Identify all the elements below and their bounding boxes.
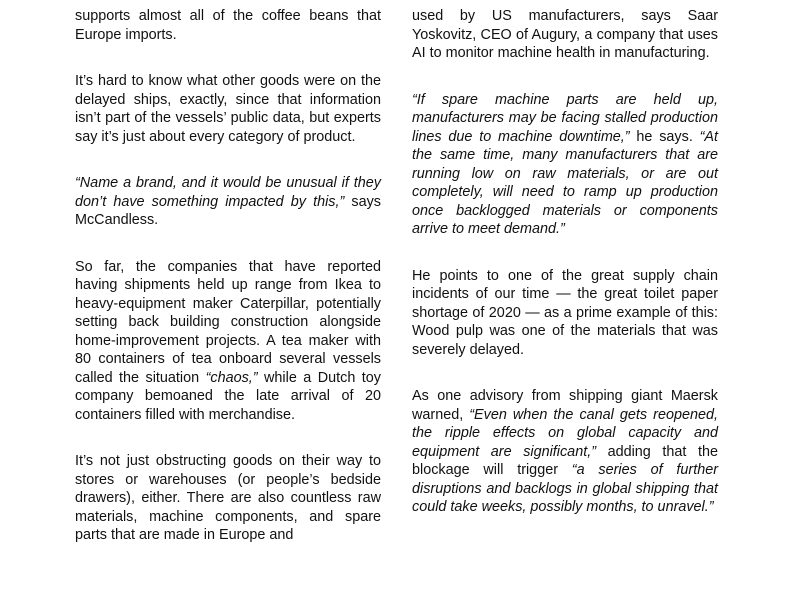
paragraph [75,452,381,545]
text-run: It’s hard to know what other goods were on the delayed ships, exactly, since that information isn’t part of the vessels’ public data, but experts say it’s just about every category of product. [75,73,381,145]
quote-text: “chaos,” [205,369,258,386]
text-run: adding that the blockage will trigger [412,443,719,478]
text-run: he says. [629,128,700,145]
text-run: used by US manufacturers, says Saar Yoskovitz, CEO of Augury, a company that uses AI to monitor machine health in manufacturing. [412,8,718,61]
left-column [75,7,381,573]
paragraph [412,91,718,239]
text-run: while a Dutch toy company bemoaned the late arrival of 20 containers filled with merchandise. [75,369,381,423]
paragraph [75,174,381,230]
text-run: So far, the companies that have reported having shipments held up range from Ikea to heavy-equipment maker Caterpillar, potentially setting back building construction alongside home-improvement projects. A tea maker with 80 containers of tea onboard several vessels called the situation [75,258,381,386]
text-run: He points to one of the great supply chain incidents of our time — the great toilet paper shortage of 2020 — as a prime example of this: Wood pulp was one of the materials that was severely delayed. [412,267,718,358]
paragraph [75,258,381,425]
paragraph [412,267,718,360]
quote-text: “a series of further disruptions and backlogs in global shipping that could take weeks, possibly months, to unravel.” [412,462,718,515]
paragraph [412,387,718,517]
text-run: It’s not just obstructing goods on their way to stores or warehouses (or people’s bedside drawers), either. There are also countless raw materials, machine components, and spare parts that are made in Europe and [75,453,381,543]
quote-text: “At the same time, many manufacturers that are running low on raw materials, or are out completely, will need to ramp up production once backlogged materials or components arrive to meet demand.” [412,128,719,237]
text-run: As one advisory from shipping giant Maersk warned, [412,388,718,423]
paragraph [412,7,718,63]
quote-text: “If spare machine parts are held up, manufacturers may be facing stalled production lines due to machine downtime,” [412,91,718,145]
text-run: supports almost all of the coffee beans that Europe imports. [75,8,381,43]
paragraph [75,72,381,146]
quote-text: “Name a brand, and it would be unusual if they don’t have something impacted by this,” [75,175,381,210]
text-run: says McCandless. [75,193,381,228]
paragraph [75,7,381,44]
right-column [412,7,718,545]
quote-text: “Even when the canal gets reopened, the ripple effects on global capacity and equipment are significant,” [412,406,718,460]
